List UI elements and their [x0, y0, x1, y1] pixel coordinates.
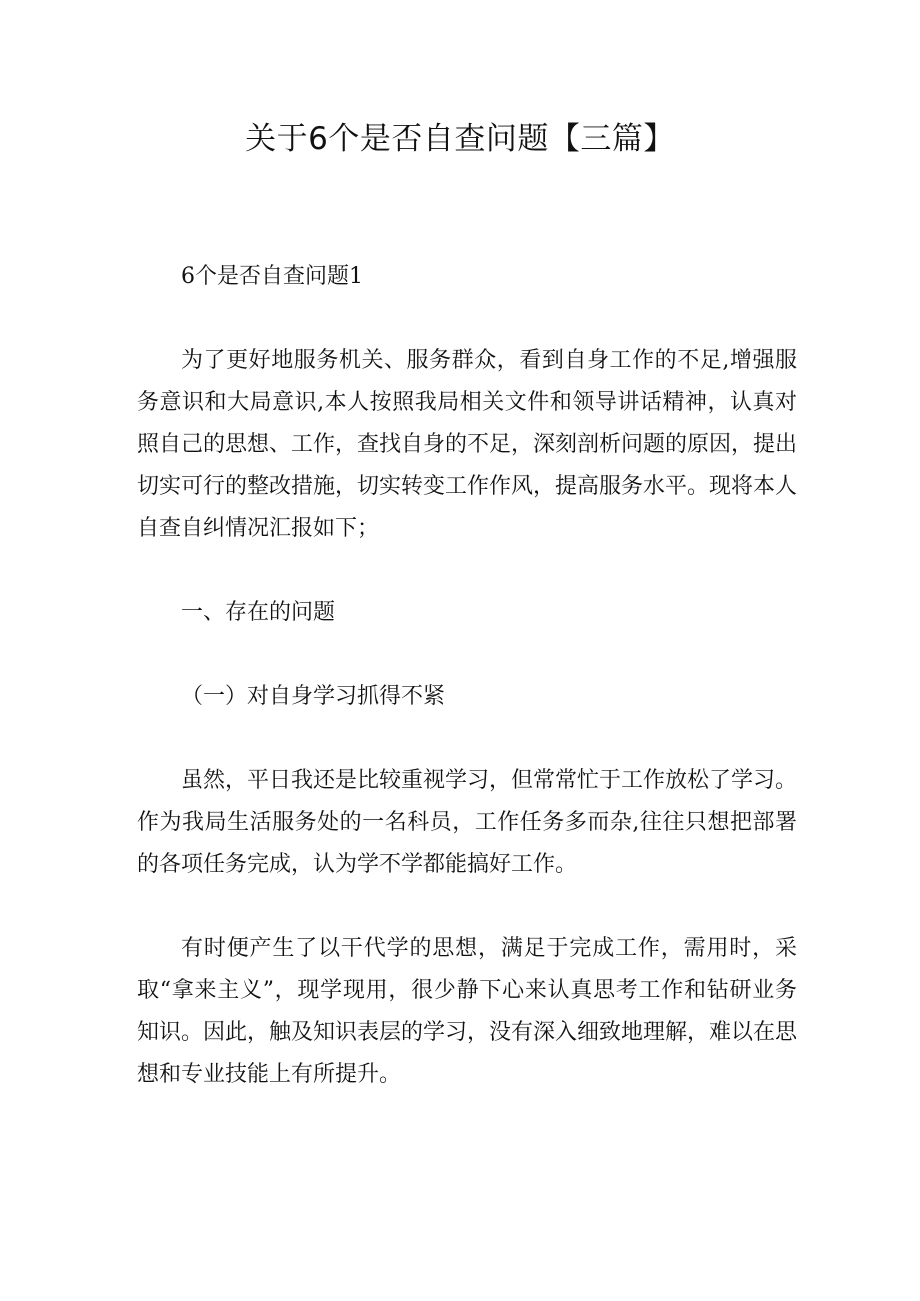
article-subtitle: 6个是否自查问题1	[181, 264, 363, 289]
subsection-heading: （一）对自身学习抓得不紧	[181, 684, 446, 709]
body-paragraph: 有时便产生了以干代学的思想，满足于完成工作，需用时，采取“拿来主义”，现学现用，很少静下心来认真思考工作和钻研业务知识。因此，触及知识表层的学习，没有深入细致地理解，难以在思想和专业技能上有所提升。	[137, 936, 798, 1087]
section-heading: 一、存在的问题	[181, 600, 336, 625]
intro-paragraph: 为了更好地服务机关、服务群众，看到自身工作的不足,增强服务意识和大局意识,本人按照我局相关文件和领导讲话精神，认真对照自己的思想、工作，查找自身的不足，深刻剖析问题的原因，提出切实可行的整改措施，切实转变工作作风，提高服务水平。现将本人自查自纠情况汇报如下；	[137, 348, 798, 541]
document-title: 关于6个是否自查问题【三篇】	[245, 121, 675, 157]
body-paragraph: 虽然，平日我还是比较重视学习，但常常忙于工作放松了学习。作为我局生活服务处的一名科员，工作任务多而杂,往往只想把部署的各项任务完成，认为学不学都能搞好工作。	[137, 768, 798, 877]
